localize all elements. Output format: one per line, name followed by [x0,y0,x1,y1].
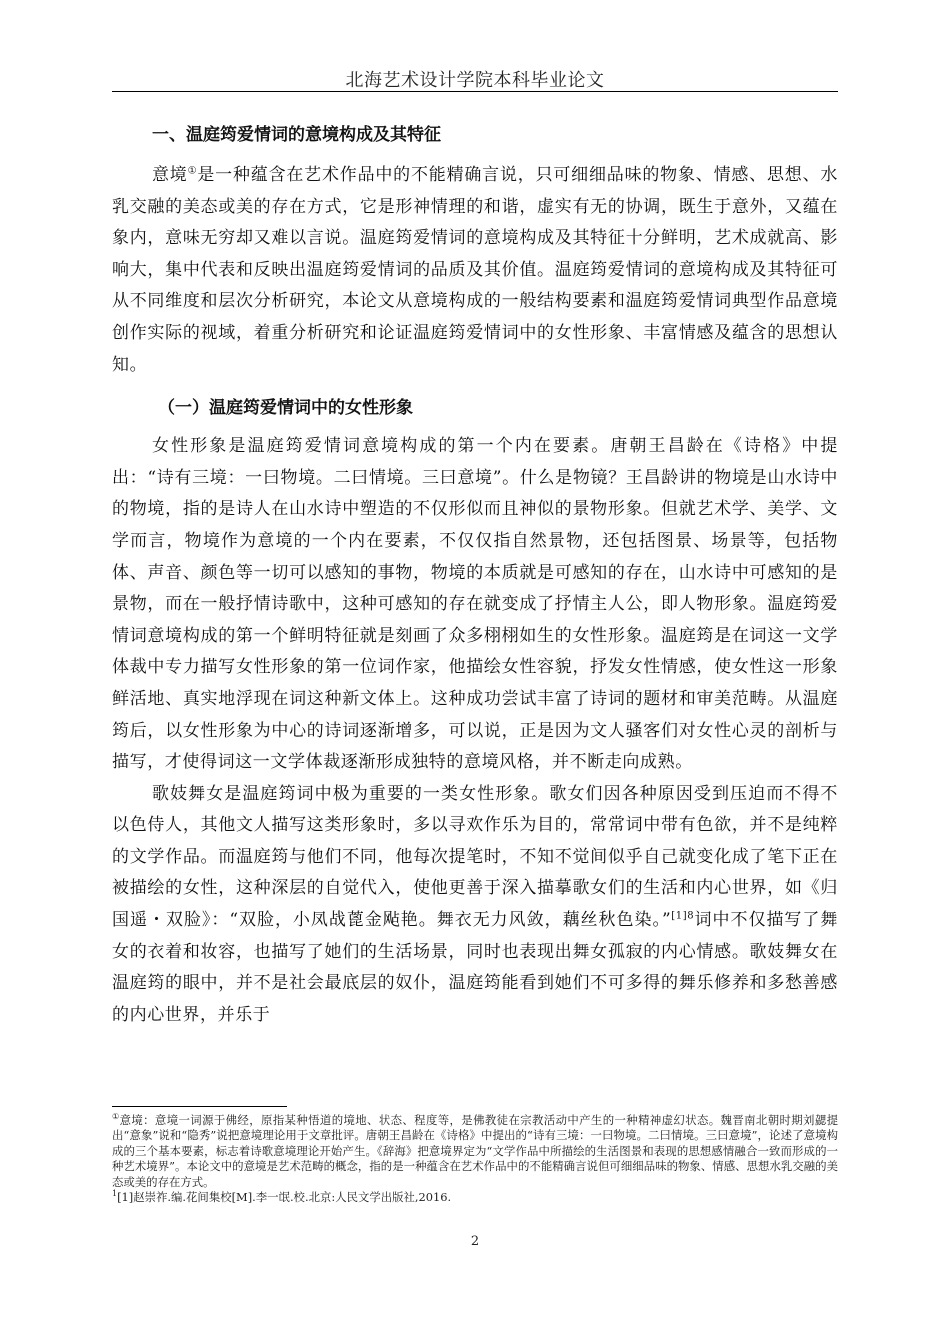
citation-marker: [1]8 [671,910,695,922]
footnote [112,1190,838,1205]
paragraph-text: 词中不仅描写了舞女的衣着和妆容，也描写了她们的生活场景，同时也表现出舞女孤寂的内心情感。歌妓舞女在温庭筠的眼中，并不是社会最底层的奴仆，温庭筠能看到她们不可多得的舞乐修养和多愁善感的内心世界，并乐于 [112,910,838,1025]
body-paragraph [112,779,838,1032]
footnote-text: [1]赵崇祚.编.花间集校[M].李一氓.校.北京:人民文学出版社,2016. [117,1190,452,1205]
footnote-marker: ① [187,165,198,177]
header-rule [112,91,838,92]
body-paragraph: 女性形象是温庭筠爱情词意境构成的第一个内在要素。唐朝王昌龄在《诗格》中提出：“诗有三境：一曰物境。二曰情境。三曰意境”。什么是物镜？王昌龄讲的物境是山水诗中的物境，指的是诗人在山水诗中塑造的不仅形似而且神似的景物形象。但就艺术学、美学、文学而言，物境作为意境的一个内在要素，不仅仅指自然景物，还包括图景、场景等，包括物体、声音、颜色等一切可以感知的事物，物境的本质就是可感知的存在，山水诗中可感知的是景物，而在一般抒情诗歌中，这种可感知的存在就变成了抒情主人公，即人物形象。温庭筠爱情词意境构成的第一个鲜明特征就是刻画了众多栩栩如生的女性形象。温庭筠是在词这一文学体裁中专力描写女性形象的第一位词作家，他描绘女性容貌，抒发女性情感，使女性这一形象鲜活地、真实地浮现在词这种新文体上。这种成功尝试丰富了诗词的题材和审美范畴。从温庭筠后，以女性形象为中心的诗词逐渐增多，可以说，正是因为文人骚客们对女性心灵的剖析与描写，才使得词这一文学体裁逐渐形成独特的意境风格，并不断走向成熟。 [112,436,838,773]
intro-paragraph [112,160,838,381]
section-heading: 一、温庭筠爱情词的意境构成及其特征 [152,125,441,145]
footnote [112,1113,838,1190]
intro-text: 是一种蕴含在艺术作品中的不能精确言说，只可细细品味的物象、情感、思想、水乳交融的美态或美的存在方式，它是形神情理的和谐，虚实有无的协调，既生于意外，又蕴在象内，意味无穷却又难以言说。温庭筠爱情词的意境构成及其特征十分鲜明，艺术成就高、影响大，集中代表和反映出温庭筠爱情词的品质及其价值。温庭筠爱情词的意境构成及其特征可从不同维度和层次分析研究，本论文从意境构成的一般结构要素和温庭筠爱情词典型作品意境创作实际的视域，着重分析研究和论证温庭筠爱情词中的女性形象、丰富情感及蕴含的思想认知。 [112,165,838,375]
body-text [112,122,838,1031]
footnote-mark: ① [112,1112,120,1122]
intro-lead: 意境 [152,165,188,185]
page-number: 2 [470,1234,480,1249]
paragraph-text: 歌妓舞女是温庭筠词中极为重要的一类女性形象。歌女们因各种原因受到压迫而不得不以色侍人，其他文人描写这类形象时，多以寻欢作乐为目的，常常词中带有色欲，并不是纯粹的文学作品。而温庭筠与他们不同，他每次提笔时，不知不觉间似乎自己就变化成了笔下正在被描绘的女性，这种深层的自觉代入，使他更善于深入描摹歌女们的生活和内心世界，如《归国遥・双脸》：“双脸，小凤战蓖金飐艳。舞衣无力风敛，藕丝秋色染。” [112,783,838,931]
footnote-mark: 1 [112,1189,118,1199]
footnotes [112,1113,838,1205]
running-header: 北海艺术设计学院本科毕业论文 [345,70,605,91]
footnote-rule [112,1106,287,1107]
footnote-text: 意境：意境一词源于佛经，原指某种悟道的境地、状态、程度等，是佛教徒在宗教活动中产生的一种精神虚幻状态。魏晋南北朝时期刘勰提出“意象”说和“隐秀”说把意境理论用于文章批评。唐朝王昌龄在《诗格》中提出的“诗有三境：一曰物境。二曰情境。三曰意境”，论述了意境构成的三个基本要素，标志着诗歌意境理论开始产生。《辞海》把意境界定为“文学作品中所描绘的生活图景和表现的思想感情融合一致而形成的一种艺术境界”。本论文中的意境是艺术范畴的概念，指的是一种蕴含在艺术作品中的不能精确言说但可细细品味的物象、情感、思想水乳交融的美态或美的存在方式。 [112,1113,839,1189]
subsection-heading: （一）温庭筠爱情词中的女性形象 [158,398,413,419]
